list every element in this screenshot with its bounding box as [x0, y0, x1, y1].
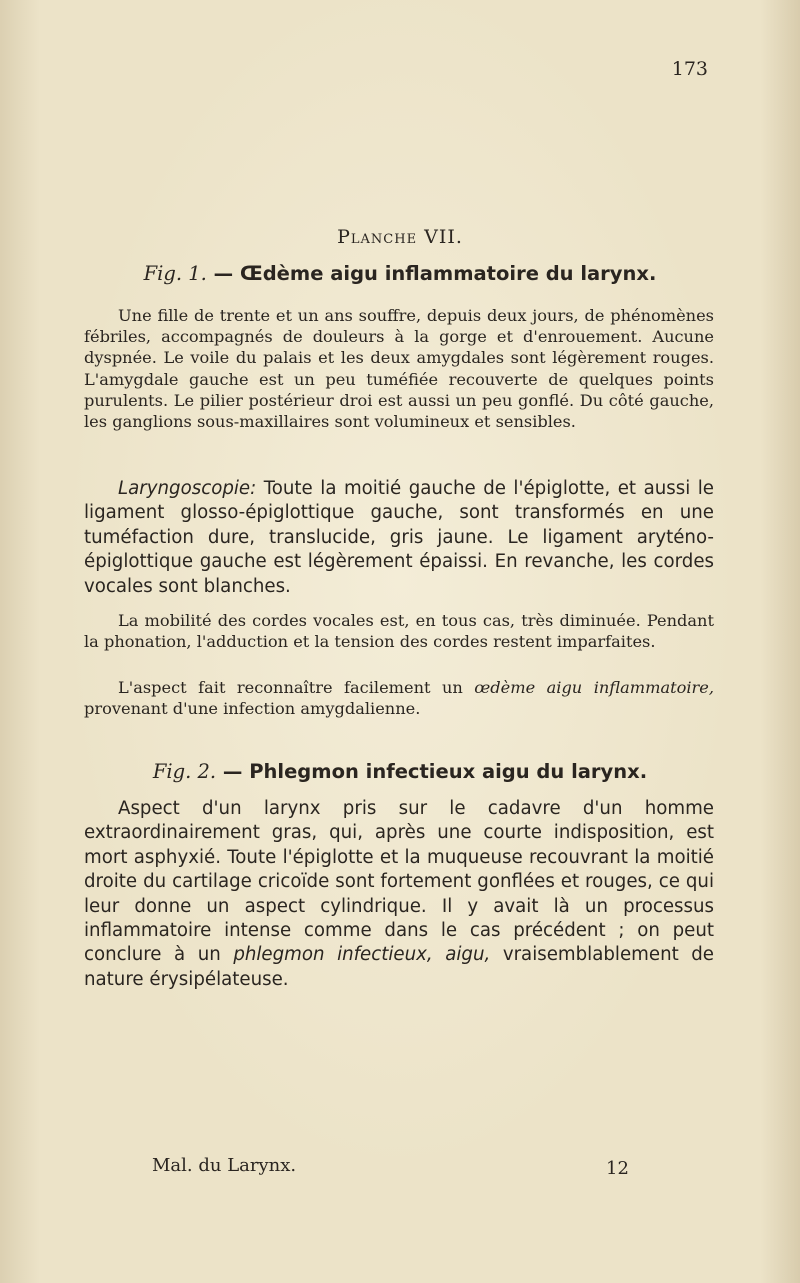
laryngoscopy-text: Toute la moitié gauche de l'épiglotte, et aussi le ligament glosso-épiglottique gauche, sont transformés en une tuméfaction dure, translucide, gris jaune. Le ligament aryténo-épiglottique gauche est légèrement épaissi. En revanche, les cordes vocales sont blanches. [84, 478, 714, 597]
figure-2-label: Fig. 2. [152, 760, 217, 783]
figure-1-title [0, 262, 800, 285]
laryngoscopy-label: Laryngoscopie: [118, 478, 257, 499]
running-footer-title: Mal. du Larynx. [152, 1155, 297, 1176]
figure-2-heading: — Phlegmon infectieux aigu du larynx. [216, 760, 648, 783]
conclusion-text-end: provenant d'une infection amygdalienne. [84, 699, 421, 719]
conclusion-text-start: L'aspect fait reconnaître facilement un [118, 678, 475, 697]
figure-1-mobility-paragraph: La mobilité des cordes vocales est, en tous cas, très diminuée. Pendant la phonation, l'adduction et la tension des cordes restent imparfaites. [84, 611, 714, 652]
figure-1-laryngoscopy-paragraph [84, 477, 714, 599]
figure-1-heading: — Œdème aigu inflammatoire du larynx. [206, 262, 657, 285]
plate-title: Planche VII. [337, 226, 463, 248]
figure-2-text-start: Aspect d'un larynx pris sur le cadavre d'un homme extraordinairement gras, qui, après une courte indisposition, est mort asphyxié. Toute l'épiglotte et la muqueuse recouvrant la moitié droite du cartilage cricoïde sont fortement gonflées et rouges, ce qui leur donne un aspect cylindrique. Il y avait là un processus inflammatoire intense comme dans le cas précédent ; on peut conclure à un [84, 798, 714, 966]
figure-2-title [0, 760, 800, 783]
signature-mark: 12 [606, 1158, 629, 1179]
figure-1-conclusion-paragraph [84, 677, 714, 719]
figure-2-diagnosis: phlegmon infectieux, aigu, [233, 944, 491, 966]
figure-2-paragraph [84, 797, 714, 992]
page-number: 173 [671, 58, 708, 80]
figure-1-case-paragraph: Une fille de trente et un ans souffre, depuis deux jours, de phénomènes fébriles, accompagnés de douleurs à la gorge et d'enrouement. Aucune dyspnée. Le voile du palais et les deux amygdales sont légèrement rouges. L'amygdale gauche est un peu tuméfiée recouverte de quelques points purulents. Le pilier postérieur droi est aussi un peu gonflé. Du côté gauche, les ganglions sous-maxillaires sont volumineux et sensibles. [84, 306, 714, 432]
figure-1-label: Fig. 1. [143, 262, 207, 285]
conclusion-diagnosis: œdème aigu inflammatoire, [474, 678, 714, 697]
figure-2-text-end: vraisemblablement de nature érysipélateuse. [84, 944, 714, 990]
